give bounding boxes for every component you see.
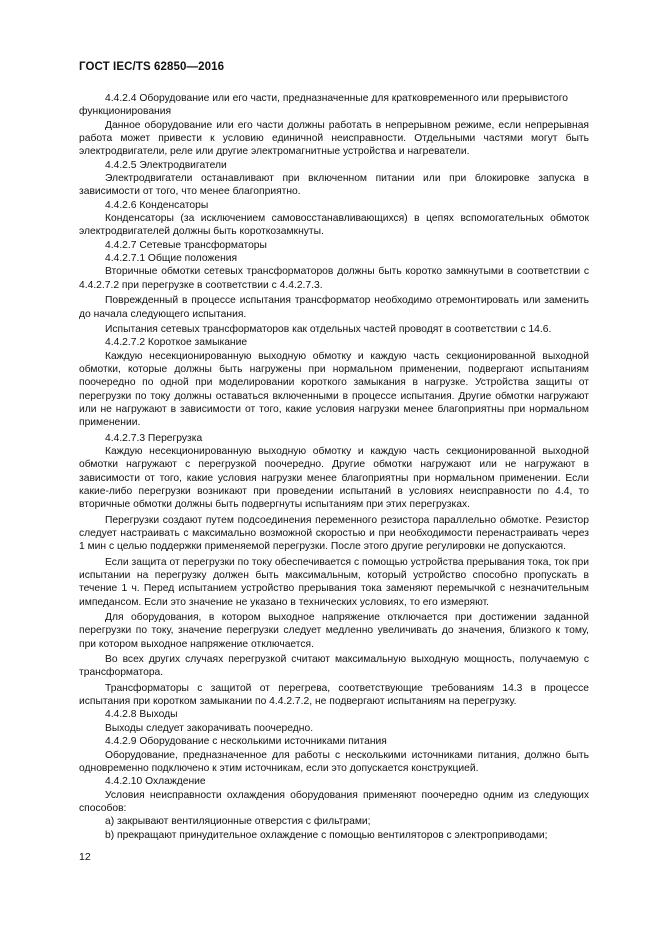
section-heading: 4.4.2.8 Выходы [105, 709, 178, 721]
paragraph: Условия неисправности охлаждения оборудования применяют поочередно одним из следующих способов: [79, 789, 589, 814]
paragraph: Поврежденный в процессе испытания трансформатор необходимо отремонтировать или заменить до начала следующего испытания. [79, 295, 589, 320]
section-heading: 4.4.2.10 Охлаждение [105, 776, 206, 788]
section-heading: 4.4.2.6 Конденсаторы [105, 199, 209, 211]
paragraph: Вторичные обмотки сетевых трансформаторов должны быть коротко замкнутыми в соответствии с 4.4.2.7.2 при перегрузке в соответствии с 4.4.2.7.3. [79, 266, 589, 291]
page-number: 12 [79, 851, 91, 863]
paragraph: Каждую несекционированную выходную обмотку и каждую часть секционированной выходной обмотки нагружают с перегрузкой поочередно. Другие обмотки нагружают или не нагружают в зависимости от того, какие условия нагрузки менее благоприятны при нормальном применении. Если какие-либо перегрузки возникают при проведении испытаний в условиях неисправности по 4.4, то вторичные обмотки должны быть подвергнуты испытаниям при этих перегрузках. [79, 445, 589, 511]
list-item: a) закрывают вентиляционные отверстия с фильтрами; [105, 816, 371, 828]
paragraph: Выходы следует закорачивать поочередно. [105, 722, 314, 734]
section-heading: 4.4.2.5 Электродвигатели [105, 159, 227, 171]
subsection-heading: 4.4.2.7.3 Перегрузка [105, 432, 203, 444]
paragraph: Электродвигатели останавливают при включенном питании или при блокировке запуска в зависимости от того, что менее благоприятно. [79, 173, 589, 198]
paragraph: Каждую несекционированную выходную обмотку и каждую часть секционированной выходной обмотки, которые должны быть нагружены при нормальном применении, подвергают испытаниям поочередно по одной при моделировании короткого замыкания в нагрузке. Устройства защиты от перегрузки по току должны оставаться включенными в процессе испытания. Другие обмотки нагружают или не нагружают в зависимости от того, какие условия нагрузки менее благоприятны при нормальном применении. [79, 350, 589, 429]
paragraph: Во всех других случаях перегрузкой считают максимальную выходную мощность, получаемую с трансформатора. [79, 654, 589, 679]
section-heading: 4.4.2.7 Сетевые трансформаторы [105, 239, 267, 251]
paragraph: Данное оборудование или его части должны работать в непрерывном режиме, если непрерывная работа может привести к условию единичной неисправности. Отдельными частями могут быть электродвигатели, реле или другие электромагнитные устройства и нагреватели. [79, 119, 589, 158]
paragraph: Если защита от перегрузки по току обеспечивается с помощью устройства прерывания тока, ток при испытании на перегрузку должен быть максимальным, который устройство способно пропускать в течение 1 ч. Перед испытанием устройство прерывания тока заменяют перемычкой с незначительным импедансом. Если это значение не указано в технических условиях, то его измеряют. [79, 556, 589, 608]
section-heading: 4.4.2.4 Оборудование или его части, предназначенные для кратковременного или прерывистого функционирования [79, 93, 569, 118]
document-header: ГОСТ IEC/TS 62850—2016 [79, 61, 225, 73]
section-heading: 4.4.2.9 Оборудование с несколькими источниками питания [105, 736, 387, 748]
subsection-heading: 4.4.2.7.2 Короткое замыкание [105, 337, 248, 349]
paragraph: Испытания сетевых трансформаторов как отдельных частей проводят в соответствии с 14.6. [105, 323, 552, 335]
paragraph: Трансформаторы с защитой от перегрева, соответствующие требованиям 14.3 в процессе испытания при коротком замыкании по 4.4.2.7.2, не подвергают испытаниям на перегрузку. [79, 682, 589, 708]
paragraph: Перегрузки создают путем подсоединения переменного резистора параллельно обмотке. Резистор следует настраивать с максимально возможной скоростью и при необходимости перенастраивать через 1 мин с целью поддержки применяемой перегрузки. После этого другие регулировки не допускаются. [79, 514, 589, 553]
page-body [79, 92, 589, 842]
paragraph: Для оборудования, в котором выходное напряжение отключается при достижении заданной перегрузки по току, значение перегрузки следует медленно увеличивать до значения, близкого к тому, при котором выходное напряжение отключается. [79, 612, 589, 650]
list-item: b) прекращают принудительное охлаждение с помощью вентиляторов с электроприводами; [105, 829, 548, 841]
paragraph: Оборудование, предназначенное для работы с несколькими источниками питания, должно быть одновременно подключено к этим источникам, если это допускается конструкцией. [79, 749, 589, 774]
paragraph: Конденсаторы (за исключением самовосстанавливающихся) в цепях вспомогательных обмоток электродвигателей должны быть короткозамкнуты. [79, 213, 589, 238]
subsection-heading: 4.4.2.7.1 Общие положения [105, 253, 238, 265]
